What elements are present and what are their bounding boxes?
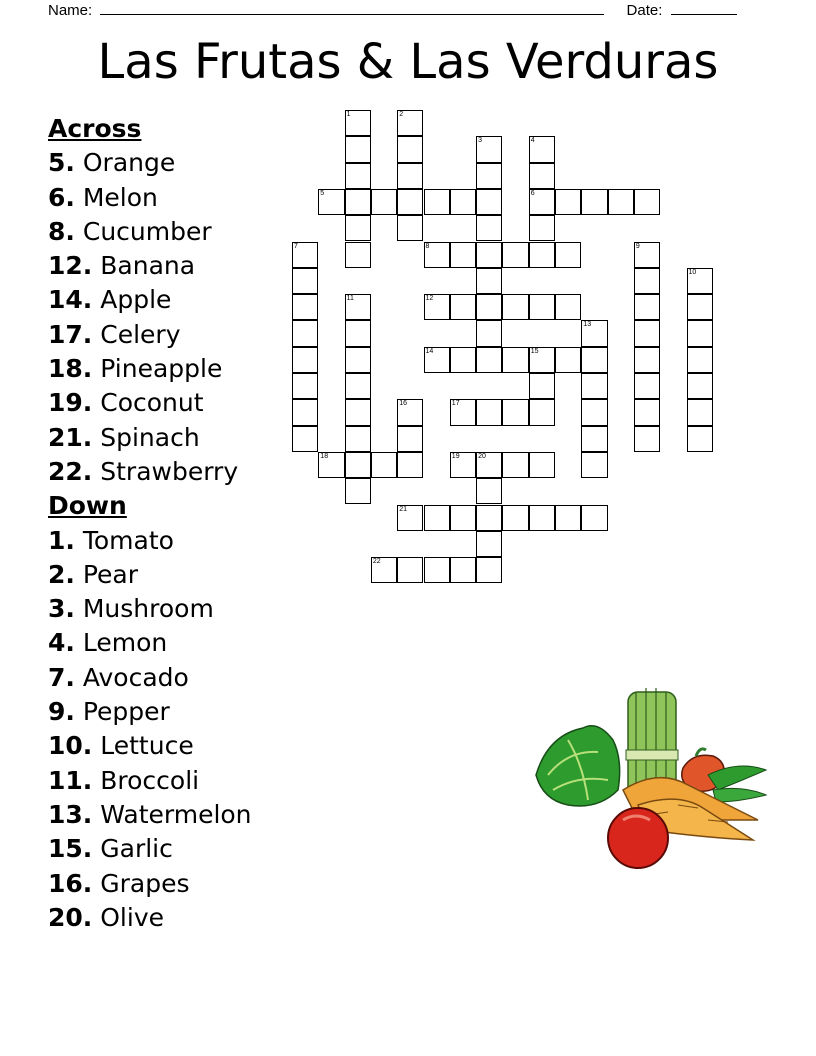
grid-cell[interactable]	[555, 347, 581, 373]
grid-cell[interactable]	[502, 347, 528, 373]
grid-cell[interactable]	[450, 399, 476, 425]
lettuce-leaves	[536, 726, 620, 806]
clue-text: Olive	[100, 902, 164, 932]
grid-cell[interactable]	[634, 399, 660, 425]
grid-cell[interactable]	[581, 452, 607, 478]
grid-cell[interactable]	[292, 347, 318, 373]
grid-cell[interactable]	[450, 189, 476, 215]
down-clue	[48, 729, 252, 763]
cell-number: 7	[294, 242, 298, 250]
grid-cell[interactable]	[345, 347, 371, 373]
grid-cell[interactable]	[345, 242, 371, 268]
grid-cell[interactable]	[371, 557, 397, 583]
grid-cell[interactable]	[581, 373, 607, 399]
clue-number: 2.	[48, 559, 75, 589]
clue-text: Lemon	[82, 628, 168, 658]
grid-cell[interactable]	[529, 294, 555, 320]
grid-cell[interactable]	[529, 399, 555, 425]
clue-number: 5.	[48, 148, 75, 178]
down-clue	[48, 798, 252, 832]
down-clues	[48, 524, 252, 936]
cell-number: 14	[425, 347, 434, 355]
clue-number: 6.	[48, 182, 75, 212]
grid-cell[interactable]	[292, 320, 318, 346]
cell-number: 9	[635, 242, 640, 250]
down-clue	[48, 524, 252, 558]
across-clues	[48, 146, 252, 489]
grid-cell[interactable]	[345, 426, 371, 452]
grid-cell[interactable]	[529, 373, 555, 399]
grid-cell[interactable]	[345, 399, 371, 425]
grid-cell[interactable]	[424, 347, 450, 373]
grid-cell[interactable]	[476, 505, 502, 531]
date-label: Date:	[626, 2, 663, 19]
down-clue	[48, 832, 252, 866]
cell-number: 19	[451, 452, 460, 460]
grid-cell[interactable]	[581, 347, 607, 373]
clue-number: 21.	[48, 422, 93, 452]
grid-cell[interactable]	[476, 268, 502, 294]
clue-text: Cucumber	[82, 216, 212, 246]
grid-cell[interactable]	[476, 320, 502, 346]
grid-cell[interactable]	[397, 215, 423, 241]
down-clue	[48, 592, 252, 626]
down-clue	[48, 558, 252, 592]
name-label: Name:	[48, 2, 93, 19]
clue-text: Spinach	[100, 422, 200, 452]
grid-cell[interactable]	[345, 478, 371, 504]
grid-cell[interactable]	[634, 320, 660, 346]
grid-cell[interactable]	[450, 505, 476, 531]
grid-cell[interactable]	[502, 505, 528, 531]
grid-cell[interactable]	[476, 452, 502, 478]
clue-number: 15.	[48, 834, 93, 864]
grid-cell[interactable]	[397, 452, 423, 478]
vegetables-illustration	[528, 680, 768, 870]
down-clue	[48, 901, 252, 935]
clue-number: 13.	[48, 799, 93, 829]
grid-cell[interactable]	[292, 373, 318, 399]
grid-cell[interactable]	[581, 426, 607, 452]
clue-text: Banana	[100, 251, 196, 281]
clue-number: 9.	[48, 697, 75, 727]
grid-cell[interactable]	[555, 505, 581, 531]
cell-number: 4	[530, 137, 535, 145]
grid-cell[interactable]	[345, 110, 371, 136]
clue-text: Grapes	[100, 868, 190, 898]
clue-text: Melon	[82, 182, 158, 212]
grid-cell[interactable]	[555, 294, 581, 320]
grid-cell[interactable]	[345, 320, 371, 346]
clue-number: 19.	[48, 388, 93, 418]
clue-number: 11.	[48, 765, 93, 795]
grid-cell[interactable]	[292, 294, 318, 320]
carrot-greens	[708, 766, 766, 802]
grid-cell[interactable]	[476, 189, 502, 215]
cell-number: 12	[425, 295, 434, 303]
clue-text: Avocado	[82, 662, 189, 692]
grid-cell[interactable]	[634, 242, 660, 268]
grid-cell[interactable]	[345, 136, 371, 162]
date-blank[interactable]	[671, 0, 737, 15]
across-clue	[48, 421, 252, 455]
grid-cell[interactable]	[397, 505, 423, 531]
clue-number: 14.	[48, 285, 93, 315]
cell-number: 13	[583, 321, 592, 329]
grid-cell[interactable]	[608, 189, 634, 215]
grid-cell[interactable]	[292, 399, 318, 425]
grid-cell[interactable]	[397, 399, 423, 425]
down-clue	[48, 626, 252, 660]
grid-cell[interactable]	[529, 242, 555, 268]
grid-cell[interactable]	[476, 294, 502, 320]
across-heading: Across	[48, 114, 142, 143]
grid-cell[interactable]	[529, 215, 555, 241]
grid-cell[interactable]	[555, 242, 581, 268]
clue-text: Coconut	[100, 388, 204, 418]
name-date-line	[48, 0, 737, 19]
grid-cell[interactable]	[634, 268, 660, 294]
grid-cell[interactable]	[529, 163, 555, 189]
cell-number: 21	[399, 505, 407, 513]
across-clue	[48, 318, 252, 352]
clue-text: Broccoli	[100, 765, 200, 795]
page-title: Las Frutas & Las Verduras	[97, 34, 719, 90]
clue-number: 10.	[48, 731, 93, 761]
across-clue	[48, 249, 252, 283]
grid-cell[interactable]	[397, 189, 423, 215]
grid-cell[interactable]	[450, 452, 476, 478]
grid-cell[interactable]	[476, 531, 502, 557]
grid-cell[interactable]	[634, 426, 660, 452]
grid-cell[interactable]	[476, 347, 502, 373]
grid-cell[interactable]	[345, 215, 371, 241]
grid-cell[interactable]	[687, 373, 713, 399]
cell-number: 8	[425, 242, 430, 250]
grid-cell[interactable]	[424, 505, 450, 531]
grid-cell[interactable]	[687, 294, 713, 320]
grid-cell[interactable]	[450, 557, 476, 583]
clue-list	[48, 112, 252, 935]
grid-cell[interactable]	[634, 347, 660, 373]
clue-number: 18.	[48, 354, 93, 384]
grid-cell[interactable]	[371, 189, 397, 215]
grid-cell[interactable]	[292, 268, 318, 294]
grid-cell[interactable]	[687, 426, 713, 452]
across-clue	[48, 215, 252, 249]
grid-cell[interactable]	[476, 399, 502, 425]
clue-number: 16.	[48, 868, 93, 898]
grid-cell[interactable]	[634, 294, 660, 320]
tomato	[608, 808, 668, 868]
grid-cell[interactable]	[476, 215, 502, 241]
across-clue	[48, 146, 252, 180]
grid-cell[interactable]	[581, 320, 607, 346]
clue-text: Tomato	[82, 525, 174, 555]
grid-cell[interactable]	[502, 294, 528, 320]
clue-text: Pepper	[82, 697, 170, 727]
grid-cell[interactable]	[318, 189, 344, 215]
grid-cell[interactable]	[476, 163, 502, 189]
grid-cell[interactable]	[555, 189, 581, 215]
clue-number: 7.	[48, 662, 75, 692]
clue-number: 12.	[48, 251, 93, 281]
grid-cell[interactable]	[502, 242, 528, 268]
cell-number: 22	[372, 558, 381, 566]
clue-text: Garlic	[100, 834, 173, 864]
grid-cell[interactable]	[345, 189, 371, 215]
cell-number: 1	[346, 111, 351, 118]
across-clue	[48, 181, 252, 215]
grid-cell[interactable]	[450, 242, 476, 268]
down-heading: Down	[48, 491, 127, 521]
grid-cell[interactable]	[581, 189, 607, 215]
clue-number: 1.	[48, 525, 75, 555]
cell-number: 18	[320, 452, 329, 460]
cell-number: 10	[688, 268, 697, 276]
cell-number: 3	[478, 137, 482, 145]
clue-text: Pineapple	[100, 354, 223, 384]
cell-number: 5	[320, 189, 325, 197]
clue-text: Lettuce	[100, 731, 194, 761]
grid-cell[interactable]	[424, 294, 450, 320]
grid-cell[interactable]	[476, 136, 502, 162]
cell-number: 6	[530, 189, 535, 197]
cell-number: 17	[451, 400, 460, 408]
grid-cell[interactable]	[634, 373, 660, 399]
grid-cell[interactable]	[687, 268, 713, 294]
across-clue	[48, 352, 252, 386]
grid-cell[interactable]	[318, 452, 344, 478]
grid-cell[interactable]	[345, 163, 371, 189]
grid-cell[interactable]	[476, 557, 502, 583]
grid-cell[interactable]	[634, 189, 660, 215]
clue-text: Mushroom	[82, 594, 214, 624]
grid-cell[interactable]	[450, 294, 476, 320]
across-clue	[48, 283, 252, 317]
grid-cell[interactable]	[450, 347, 476, 373]
clue-text: Celery	[100, 319, 181, 349]
grid-cell[interactable]	[397, 110, 423, 136]
grid-cell[interactable]	[529, 136, 555, 162]
grid-cell[interactable]	[476, 242, 502, 268]
grid-cell[interactable]	[529, 505, 555, 531]
grid-cell[interactable]	[371, 452, 397, 478]
cell-number: 20	[478, 452, 486, 460]
grid-cell[interactable]	[424, 189, 450, 215]
down-clue	[48, 695, 252, 729]
clue-number: 3.	[48, 594, 75, 624]
cell-number: 2	[399, 111, 404, 118]
clue-number: 20.	[48, 902, 93, 932]
grid-cell[interactable]	[292, 426, 318, 452]
grid-cell[interactable]	[345, 294, 371, 320]
grid-cell[interactable]	[529, 189, 555, 215]
grid-cell[interactable]	[397, 136, 423, 162]
clue-text: Strawberry	[100, 456, 239, 486]
grid-cell[interactable]	[292, 242, 318, 268]
clue-text: Watermelon	[100, 799, 252, 829]
grid-cell[interactable]	[345, 452, 371, 478]
across-clue	[48, 386, 252, 420]
grid-cell[interactable]	[687, 347, 713, 373]
grid-cell[interactable]	[476, 478, 502, 504]
clue-number: 8.	[48, 216, 75, 246]
grid-cell[interactable]	[502, 399, 528, 425]
clue-text: Apple	[100, 285, 172, 315]
down-clue	[48, 661, 252, 695]
grid-cell[interactable]	[529, 452, 555, 478]
down-clue	[48, 764, 252, 798]
cell-number: 11	[346, 295, 354, 303]
grid-cell[interactable]	[502, 452, 528, 478]
clue-text: Pear	[82, 559, 139, 589]
cell-number: 16	[399, 400, 407, 408]
grid-cell[interactable]	[424, 557, 450, 583]
grid-cell[interactable]	[397, 163, 423, 189]
grid-cell[interactable]	[581, 399, 607, 425]
grid-cell[interactable]	[397, 426, 423, 452]
grid-cell[interactable]	[687, 320, 713, 346]
across-clue	[48, 455, 252, 489]
grid-cell[interactable]	[345, 373, 371, 399]
cell-number: 15	[530, 347, 539, 355]
clue-number: 4.	[48, 628, 75, 658]
grid-cell[interactable]	[581, 505, 607, 531]
grid-cell[interactable]	[687, 399, 713, 425]
clue-number: 17.	[48, 319, 93, 349]
name-blank[interactable]	[100, 0, 604, 15]
clue-number: 22.	[48, 456, 93, 486]
down-clue	[48, 867, 252, 901]
grid-cell[interactable]	[424, 242, 450, 268]
grid-cell[interactable]	[397, 557, 423, 583]
clue-text: Orange	[82, 148, 176, 178]
grid-cell[interactable]	[529, 347, 555, 373]
